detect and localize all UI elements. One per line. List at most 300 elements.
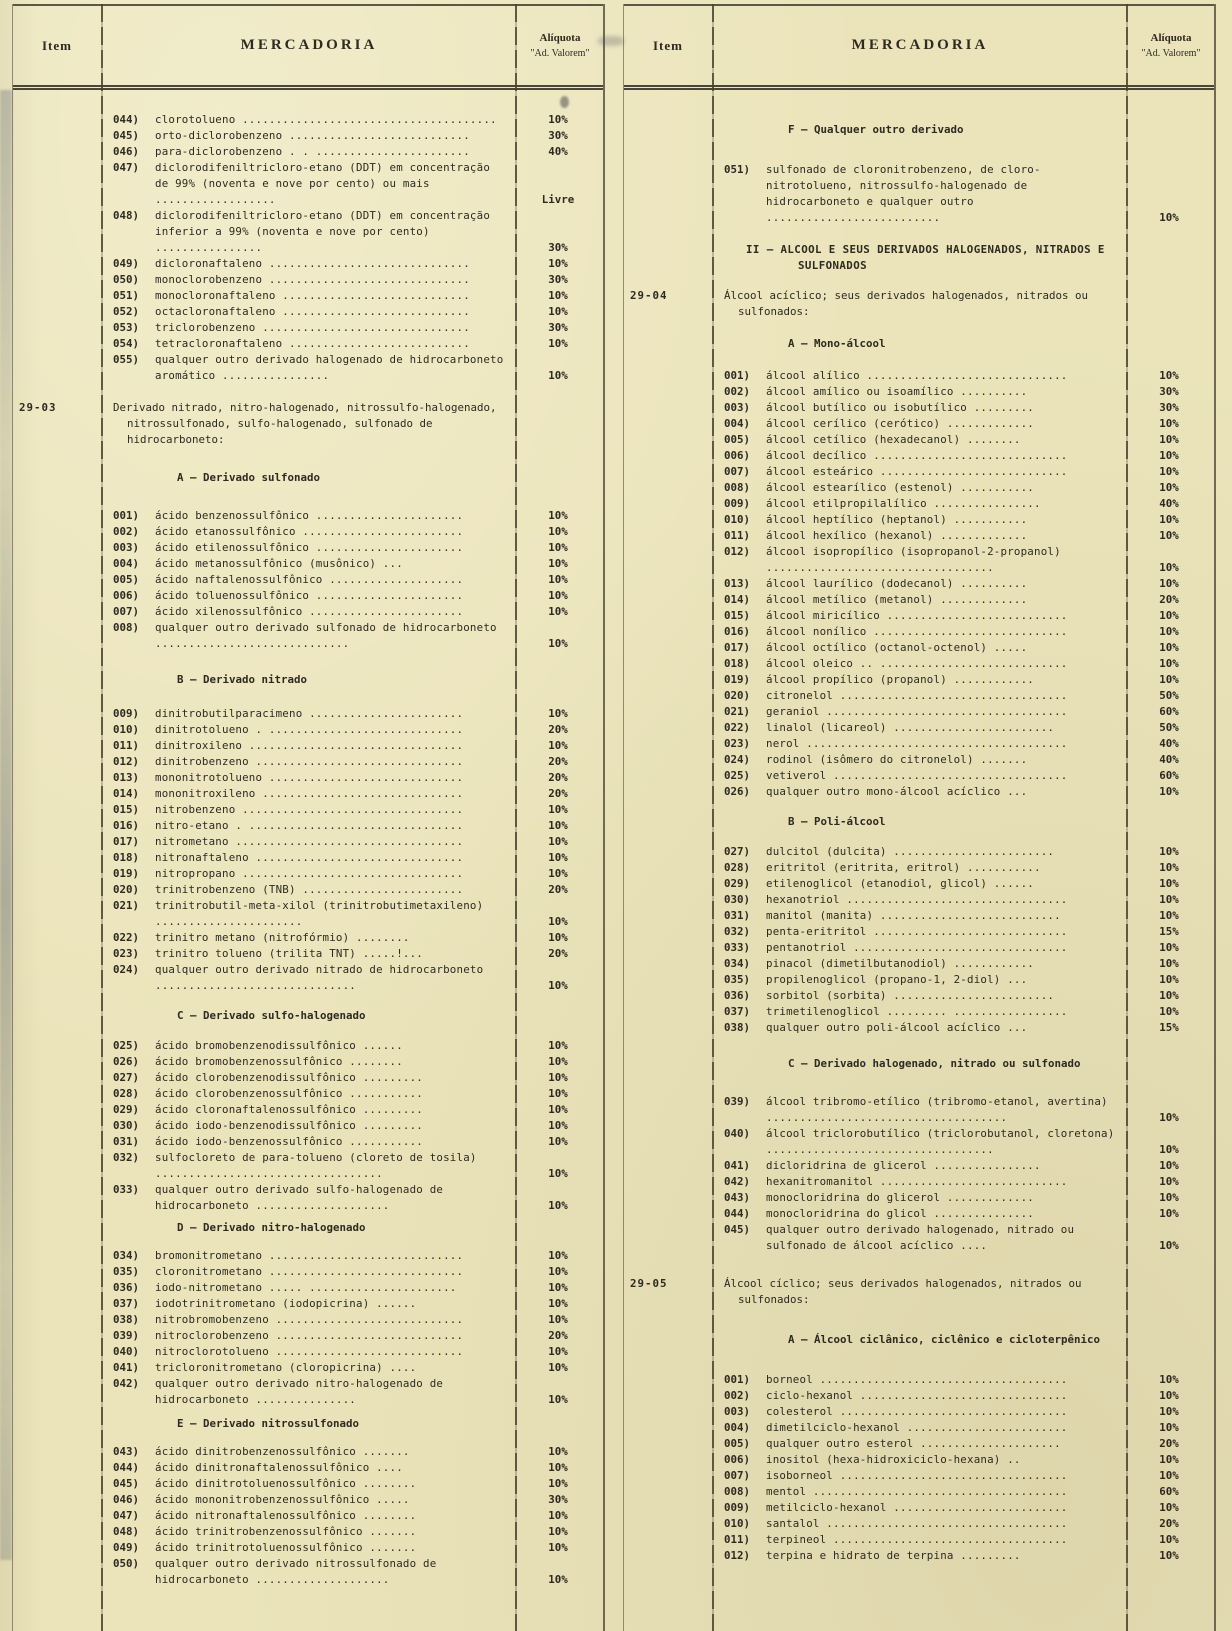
rate-value [517,1220,603,1236]
mercadoria-cell [101,112,517,128]
rate-value: 10% [1159,1549,1179,1562]
entry-text: monocloronaftaleno ............................ [155,289,470,302]
entry-text: ácido dinitrotoluenossulfônico ........ [155,1477,417,1490]
mercadoria-cell [712,1532,1128,1548]
rate-value: 10% [1159,957,1179,970]
rate-value: 10% [548,915,568,928]
entry-number: 032) [724,925,751,938]
entry-text: sulfonado de cloronitrobenzeno, de cloro-nitrotolueno, nitrossulfo-halogenado de hidrocarboneto e qualquer outro .......................... [766,163,1041,224]
entry-number: 027) [724,845,751,858]
mercadoria-cell [712,1500,1128,1516]
rate-value: 10% [548,835,568,848]
rate-value: 30% [548,241,568,254]
mercadoria-cell [712,1126,1128,1158]
rate-value: 10% [548,1541,568,1554]
mercadoria-cell [712,814,1128,830]
left-column [12,4,605,1631]
rate-value [517,672,603,688]
mercadoria-cell [712,1388,1128,1404]
entry-number: 037) [113,1297,140,1310]
entry-number: 017) [724,641,751,654]
rate-value: 10% [548,589,568,602]
entry-number: 036) [113,1281,140,1294]
mercadoria-cell [101,1444,517,1460]
entry-text: ácido iodo-benzenossulfônico ........... [155,1135,424,1148]
entry-text: inositol (hexa-hidroxiciclo-hexana) .. [766,1453,1021,1466]
mercadoria-cell [712,752,1128,768]
mercadoria-cell [101,786,517,802]
entry-text: isoborneol .................................. [766,1469,1068,1482]
entry-text: vetiverol ................................... [766,769,1068,782]
header-aliquota-line1: Alíquota [539,31,581,44]
entry-number: 010) [113,723,140,736]
mercadoria-cell [101,1328,517,1344]
entry-text: diclorodifeniltricloro-etano (DDT) em concentração inferior a 99% (noventa e nove por cento) ................ [155,209,491,254]
rate-value: 20% [548,771,568,784]
entry-text: nitroclorotolueno ............................ [155,1345,464,1358]
mercadoria-cell [712,844,1128,860]
entry-text: mononitroxileno .............................. [155,787,464,800]
mercadoria-cell [101,1134,517,1150]
entry-number: 006) [724,449,751,462]
entry-text: mentol ...................................... [766,1485,1068,1498]
section-heading: A — Mono-álcool [788,337,886,350]
mercadoria-cell [101,1416,517,1432]
entry-number: 019) [113,867,140,880]
entry-number: 007) [724,1469,751,1482]
rate-value [1128,242,1214,274]
entry-number: 024) [113,963,140,976]
entry-text: sorbitol (sorbita) ........................ [766,989,1055,1002]
mercadoria-cell [101,352,517,384]
entry-number: 014) [113,787,140,800]
entry-number: 053) [113,321,140,334]
mercadoria-cell [101,1296,517,1312]
entry-text: monocloridrina do glicerol ............. [766,1191,1035,1204]
item-code-cell [13,1220,101,1236]
entry-number: 034) [724,957,751,970]
entry-number: 049) [113,257,140,270]
rate-value: 10% [548,707,568,720]
entry-text: trinitro metano (nitrofórmio) ........ [155,931,410,944]
entry-text: álcool esteárico ............................ [766,465,1068,478]
rate-value: 10% [1159,1469,1179,1482]
entry-number: 032) [113,1151,140,1164]
mercadoria-cell [712,242,1128,274]
mercadoria-cell [101,256,517,272]
entry-number: 006) [113,589,140,602]
mercadoria-cell [101,1264,517,1280]
header-aliquota-line2: "Ad. Valorem" [530,47,590,59]
item-description: Álcool acíclico; seus derivados halogenados, nitrados ou sulfonados: [724,289,1089,318]
entry-number: 027) [113,1071,140,1084]
mercadoria-cell [712,1094,1128,1126]
entry-number: 022) [724,721,751,734]
entry-text: etilenoglicol (etanodiol, glicol) ...... [766,877,1035,890]
mercadoria-cell [101,1556,517,1588]
entry-text: terpina e hidrato de terpina ......... [766,1549,1021,1562]
entry-text: monoclorobenzeno .............................. [155,273,470,286]
mercadoria-cell [712,736,1128,752]
entry-number: 006) [724,1453,751,1466]
mercadoria-cell [101,754,517,770]
rate-value: 30% [548,1493,568,1506]
rate-value: 10% [1159,529,1179,542]
mercadoria-cell [101,620,517,652]
entry-text: ácido dinitrobenzenossulfônico ....... [155,1445,410,1458]
rate-value: 10% [548,305,568,318]
rate-value: 40% [548,145,568,158]
rate-value: Livre [541,193,575,206]
entry-number: 035) [724,973,751,986]
mercadoria-cell [101,946,517,962]
entry-number: 005) [724,1437,751,1450]
rate-value: 10% [1159,1175,1179,1188]
mercadoria-cell [712,162,1128,226]
rate-value: 10% [548,1313,568,1326]
entry-number: 038) [724,1021,751,1034]
entry-text: qualquer outro poli-álcool acíclico ... [766,1021,1028,1034]
entry-text: ácido clorobenzenossulfônico ........... [155,1087,424,1100]
entry-text: ácido etanossulfônico ........................ [155,525,464,538]
mercadoria-cell [101,1280,517,1296]
entry-number: 044) [724,1207,751,1220]
rate-value: 10% [1159,1453,1179,1466]
entry-text: orto-diclorobenzeno ........................... [155,129,470,142]
rate-value: 10% [548,257,568,270]
item-code-cell: 29-04 [630,289,668,302]
rate-value: 10% [1159,1159,1179,1172]
entry-number: 021) [724,705,751,718]
entry-number: 004) [724,1421,751,1434]
entry-text: sulfocloreto de para-tolueno (cloreto de tosila) .................................. [155,1151,477,1180]
entry-number: 033) [724,941,751,954]
mercadoria-cell [101,272,517,288]
entry-number: 031) [113,1135,140,1148]
entry-text: qualquer outro esterol ..................... [766,1437,1061,1450]
entry-text: propilenoglicol (propano-1, 2-diol) ... [766,973,1028,986]
entry-number: 045) [724,1223,751,1236]
rate-value: 10% [548,541,568,554]
rate-value: 10% [1159,657,1179,670]
entry-number: 013) [113,771,140,784]
entry-number: 023) [113,947,140,960]
mercadoria-cell [712,1158,1128,1174]
rate-value: 20% [1159,593,1179,606]
rate-value: 15% [1159,1021,1179,1034]
entry-number: 001) [113,509,140,522]
mercadoria-cell [712,336,1128,352]
entry-number: 021) [113,899,140,912]
entry-number: 003) [724,401,751,414]
rate-value: 10% [548,1509,568,1522]
entry-number: 044) [113,113,140,126]
entry-text: santalol .................................... [766,1517,1068,1530]
item-code-cell [13,470,101,486]
entry-number: 043) [113,1445,140,1458]
entry-text: penta-eritritol ............................. [766,925,1068,938]
entry-text: citronelol .................................. [766,689,1068,702]
entry-text: monocloridrina do glicol ............... [766,1207,1035,1220]
section-heading: C — Derivado halogenado, nitrado ou sulfonado [788,1057,1081,1070]
mercadoria-cell [712,1404,1128,1420]
rate-value: 10% [1159,577,1179,590]
rate-value: 10% [548,739,568,752]
entry-number: 038) [113,1313,140,1326]
rate-value: 10% [1159,609,1179,622]
entry-text: dinitrobenzeno ............................... [155,755,464,768]
entry-number: 005) [113,573,140,586]
header-mercadoria: MERCADORIA [851,37,989,53]
rate-value: 10% [548,867,568,880]
rate-value: 10% [548,1119,568,1132]
entry-text: cloronitrometano ............................. [155,1265,464,1278]
entry-text: álcool cerílico (cerótico) ............. [766,417,1035,430]
entry-text: linalol (licareol) ........................ [766,721,1055,734]
entry-text: dinitrobutilparacimeno ....................... [155,707,464,720]
mercadoria-cell [712,1420,1128,1436]
mercadoria-cell [101,722,517,738]
entry-number: 031) [724,909,751,922]
rate-value: 40% [1159,497,1179,510]
entry-number: 007) [724,465,751,478]
entry-text: álcool isopropílico (isopropanol-2-propanol) .................................. [766,545,1061,574]
entry-number: 029) [113,1103,140,1116]
rate-value: 10% [548,1573,568,1586]
mercadoria-cell [101,1182,517,1214]
entry-number: 050) [113,273,140,286]
entry-text: terpineol ................................... [766,1533,1068,1546]
entry-text: hexanotriol ................................. [766,893,1068,906]
entry-text: dinitrotolueno . ............................. [155,723,464,736]
entry-number: 042) [113,1377,140,1390]
rate-value: 10% [548,1477,568,1490]
mercadoria-cell [712,784,1128,800]
rate-value: 10% [1159,861,1179,874]
entry-number: 009) [724,497,751,510]
mercadoria-cell [101,738,517,754]
mercadoria-cell [101,160,517,208]
entry-text: ácido toluenossulfônico ...................... [155,589,464,602]
entry-text: ciclo-hexanol ............................... [766,1389,1068,1402]
mercadoria-cell [712,1276,1128,1308]
entry-text: álcool heptílico (heptanol) ........... [766,513,1028,526]
mercadoria-cell [712,480,1128,496]
mercadoria-cell [712,1174,1128,1190]
entry-number: 043) [724,1191,751,1204]
entry-text: eritritol (eritrita, eritrol) ........... [766,861,1041,874]
mercadoria-cell [712,876,1128,892]
rate-value: 10% [1159,449,1179,462]
entry-number: 030) [113,1119,140,1132]
entry-number: 012) [724,545,751,558]
entry-number: 047) [113,161,140,174]
entry-text: nitro-etano . ................................ [155,819,464,832]
entry-text: álcool hexílico (hexanol) ............. [766,529,1028,542]
section-heading: A — Derivado sulfonado [177,471,321,484]
header-mercadoria: MERCADORIA [240,37,378,53]
entry-number: 018) [724,657,751,670]
mercadoria-cell [712,384,1128,400]
entry-number: 009) [113,707,140,720]
entry-text: qualquer outro derivado nitrado de hidrocarboneto .............................. [155,963,484,992]
entry-number: 011) [724,1533,751,1546]
mercadoria-cell [101,850,517,866]
mercadoria-cell [712,1206,1128,1222]
mercadoria-cell [712,704,1128,720]
rate-value [1128,814,1214,830]
entry-number: 003) [113,541,140,554]
entry-number: 041) [724,1159,751,1172]
mercadoria-cell [712,368,1128,384]
entry-text: ácido nitronaftalenossulfônico ........ [155,1509,417,1522]
mercadoria-cell [712,400,1128,416]
rate-value: 10% [548,573,568,586]
mercadoria-cell [101,1540,517,1556]
entry-text: ácido etilenossulfônico ...................... [155,541,464,554]
entry-number: 008) [113,621,140,634]
mercadoria-cell [101,818,517,834]
entry-text: álcool decílico ............................. [766,449,1068,462]
entry-text: qualquer outro mono-álcool acíclico ... [766,785,1028,798]
mercadoria-cell [101,672,517,688]
entry-text: borneol ..................................... [766,1373,1068,1386]
mercadoria-cell [101,1460,517,1476]
mercadoria-cell [101,898,517,930]
entry-text: mononitrotolueno ............................. [155,771,464,784]
rate-value: 10% [548,979,568,992]
entry-text: colesterol .................................. [766,1405,1068,1418]
header-aliquota-line2: "Ad. Valorem" [1141,47,1201,59]
mercadoria-cell [712,940,1128,956]
rate-value: 10% [1159,1005,1179,1018]
mercadoria-cell [712,288,1128,320]
mercadoria-cell [712,576,1128,592]
entry-text: ácido metanossulfônico (musônico) ... [155,557,403,570]
rate-value: 10% [548,1249,568,1262]
entry-number: 024) [724,753,751,766]
mercadoria-cell [101,1492,517,1508]
entry-number: 012) [724,1549,751,1562]
entry-text: metilciclo-hexanol .......................... [766,1501,1068,1514]
entry-number: 008) [724,1485,751,1498]
entry-number: 010) [724,1517,751,1530]
entry-text: nitronaftaleno ............................... [155,851,464,864]
entry-number: 028) [724,861,751,874]
rate-value: 10% [1159,1533,1179,1546]
entry-text: tricloronitrometano (cloropicrina) .... [155,1361,417,1374]
mercadoria-cell [101,304,517,320]
column-divider-line [515,4,517,1631]
entry-number: 009) [724,1501,751,1514]
entry-number: 019) [724,673,751,686]
entry-number: 026) [113,1055,140,1068]
rate-value: 40% [1159,737,1179,750]
rate-value: 10% [1159,941,1179,954]
rate-value: 10% [1159,1191,1179,1204]
entry-number: 052) [113,305,140,318]
entry-number: 016) [724,625,751,638]
mercadoria-cell [101,572,517,588]
entry-text: álcool tribromo-etílico (tribromo-etanol, avertina) .................................... [766,1095,1108,1124]
mercadoria-cell [101,604,517,620]
entry-number: 008) [724,481,751,494]
entry-number: 055) [113,353,140,366]
mercadoria-cell [101,208,517,256]
section-heading: F — Qualquer outro derivado [788,123,964,136]
mercadoria-cell [712,416,1128,432]
item-code-cell [624,336,712,352]
rate-value: 10% [1159,1143,1179,1156]
mercadoria-cell [101,1524,517,1540]
entry-number: 002) [724,1389,751,1402]
rate-value: 20% [548,755,568,768]
rate-value: 20% [1159,1517,1179,1530]
header-aliquota-line1: Alíquota [1150,31,1192,44]
rate-value: 20% [548,883,568,896]
entry-text: qualquer outro derivado sulfonado de hidrocarboneto ............................. [155,621,497,650]
rate-value: 10% [1159,785,1179,798]
mercadoria-cell [712,1056,1128,1072]
mercadoria-cell [101,320,517,336]
entry-text: nitrometano .................................. [155,835,464,848]
entry-number: 007) [113,605,140,618]
entry-text: dinitroxileno ................................ [155,739,464,752]
rate-value: 10% [548,1393,568,1406]
rate-value: 10% [1159,893,1179,906]
right-column [623,4,1216,1631]
mercadoria-cell [101,588,517,604]
rate-value: 15% [1159,925,1179,938]
mercadoria-cell [101,524,517,540]
entry-number: 035) [113,1265,140,1278]
header-item: Item [42,37,72,53]
rate-value: 30% [548,129,568,142]
rate-value: 10% [548,1087,568,1100]
entry-text: triclorobenzeno ............................... [155,321,470,334]
entry-number: 003) [724,1405,751,1418]
mercadoria-cell [712,496,1128,512]
mercadoria-cell [712,1222,1128,1254]
entry-number: 040) [113,1345,140,1358]
mercadoria-cell [101,1054,517,1070]
rate-value: 10% [548,1281,568,1294]
rate-value: 50% [1159,721,1179,734]
entry-text: pinacol (dimetilbutanodiol) ............ [766,957,1035,970]
rate-value: 60% [1159,769,1179,782]
rate-value: 10% [548,1167,568,1180]
mercadoria-cell [101,540,517,556]
entry-text: ácido benzenossulfônico ...................... [155,509,464,522]
mercadoria-cell [712,1516,1128,1532]
item-code-cell: 29-05 [630,1277,668,1290]
rate-value: 10% [1159,1501,1179,1514]
entry-number: 033) [113,1183,140,1196]
entry-text: álcool alílico .............................. [766,369,1068,382]
rate-value: 10% [548,1361,568,1374]
entry-number: 036) [724,989,751,1002]
rate-value: 30% [548,321,568,334]
rate-value: 10% [1159,1111,1179,1124]
mercadoria-cell [712,908,1128,924]
rate-value [1128,122,1214,138]
entry-text: rodinol (isômero do citronelol) ....... [766,753,1028,766]
entry-text: álcool miricílico ........................... [766,609,1068,622]
mercadoria-cell [712,528,1128,544]
entry-number: 001) [724,369,751,382]
entry-number: 039) [113,1329,140,1342]
mercadoria-cell [712,624,1128,640]
